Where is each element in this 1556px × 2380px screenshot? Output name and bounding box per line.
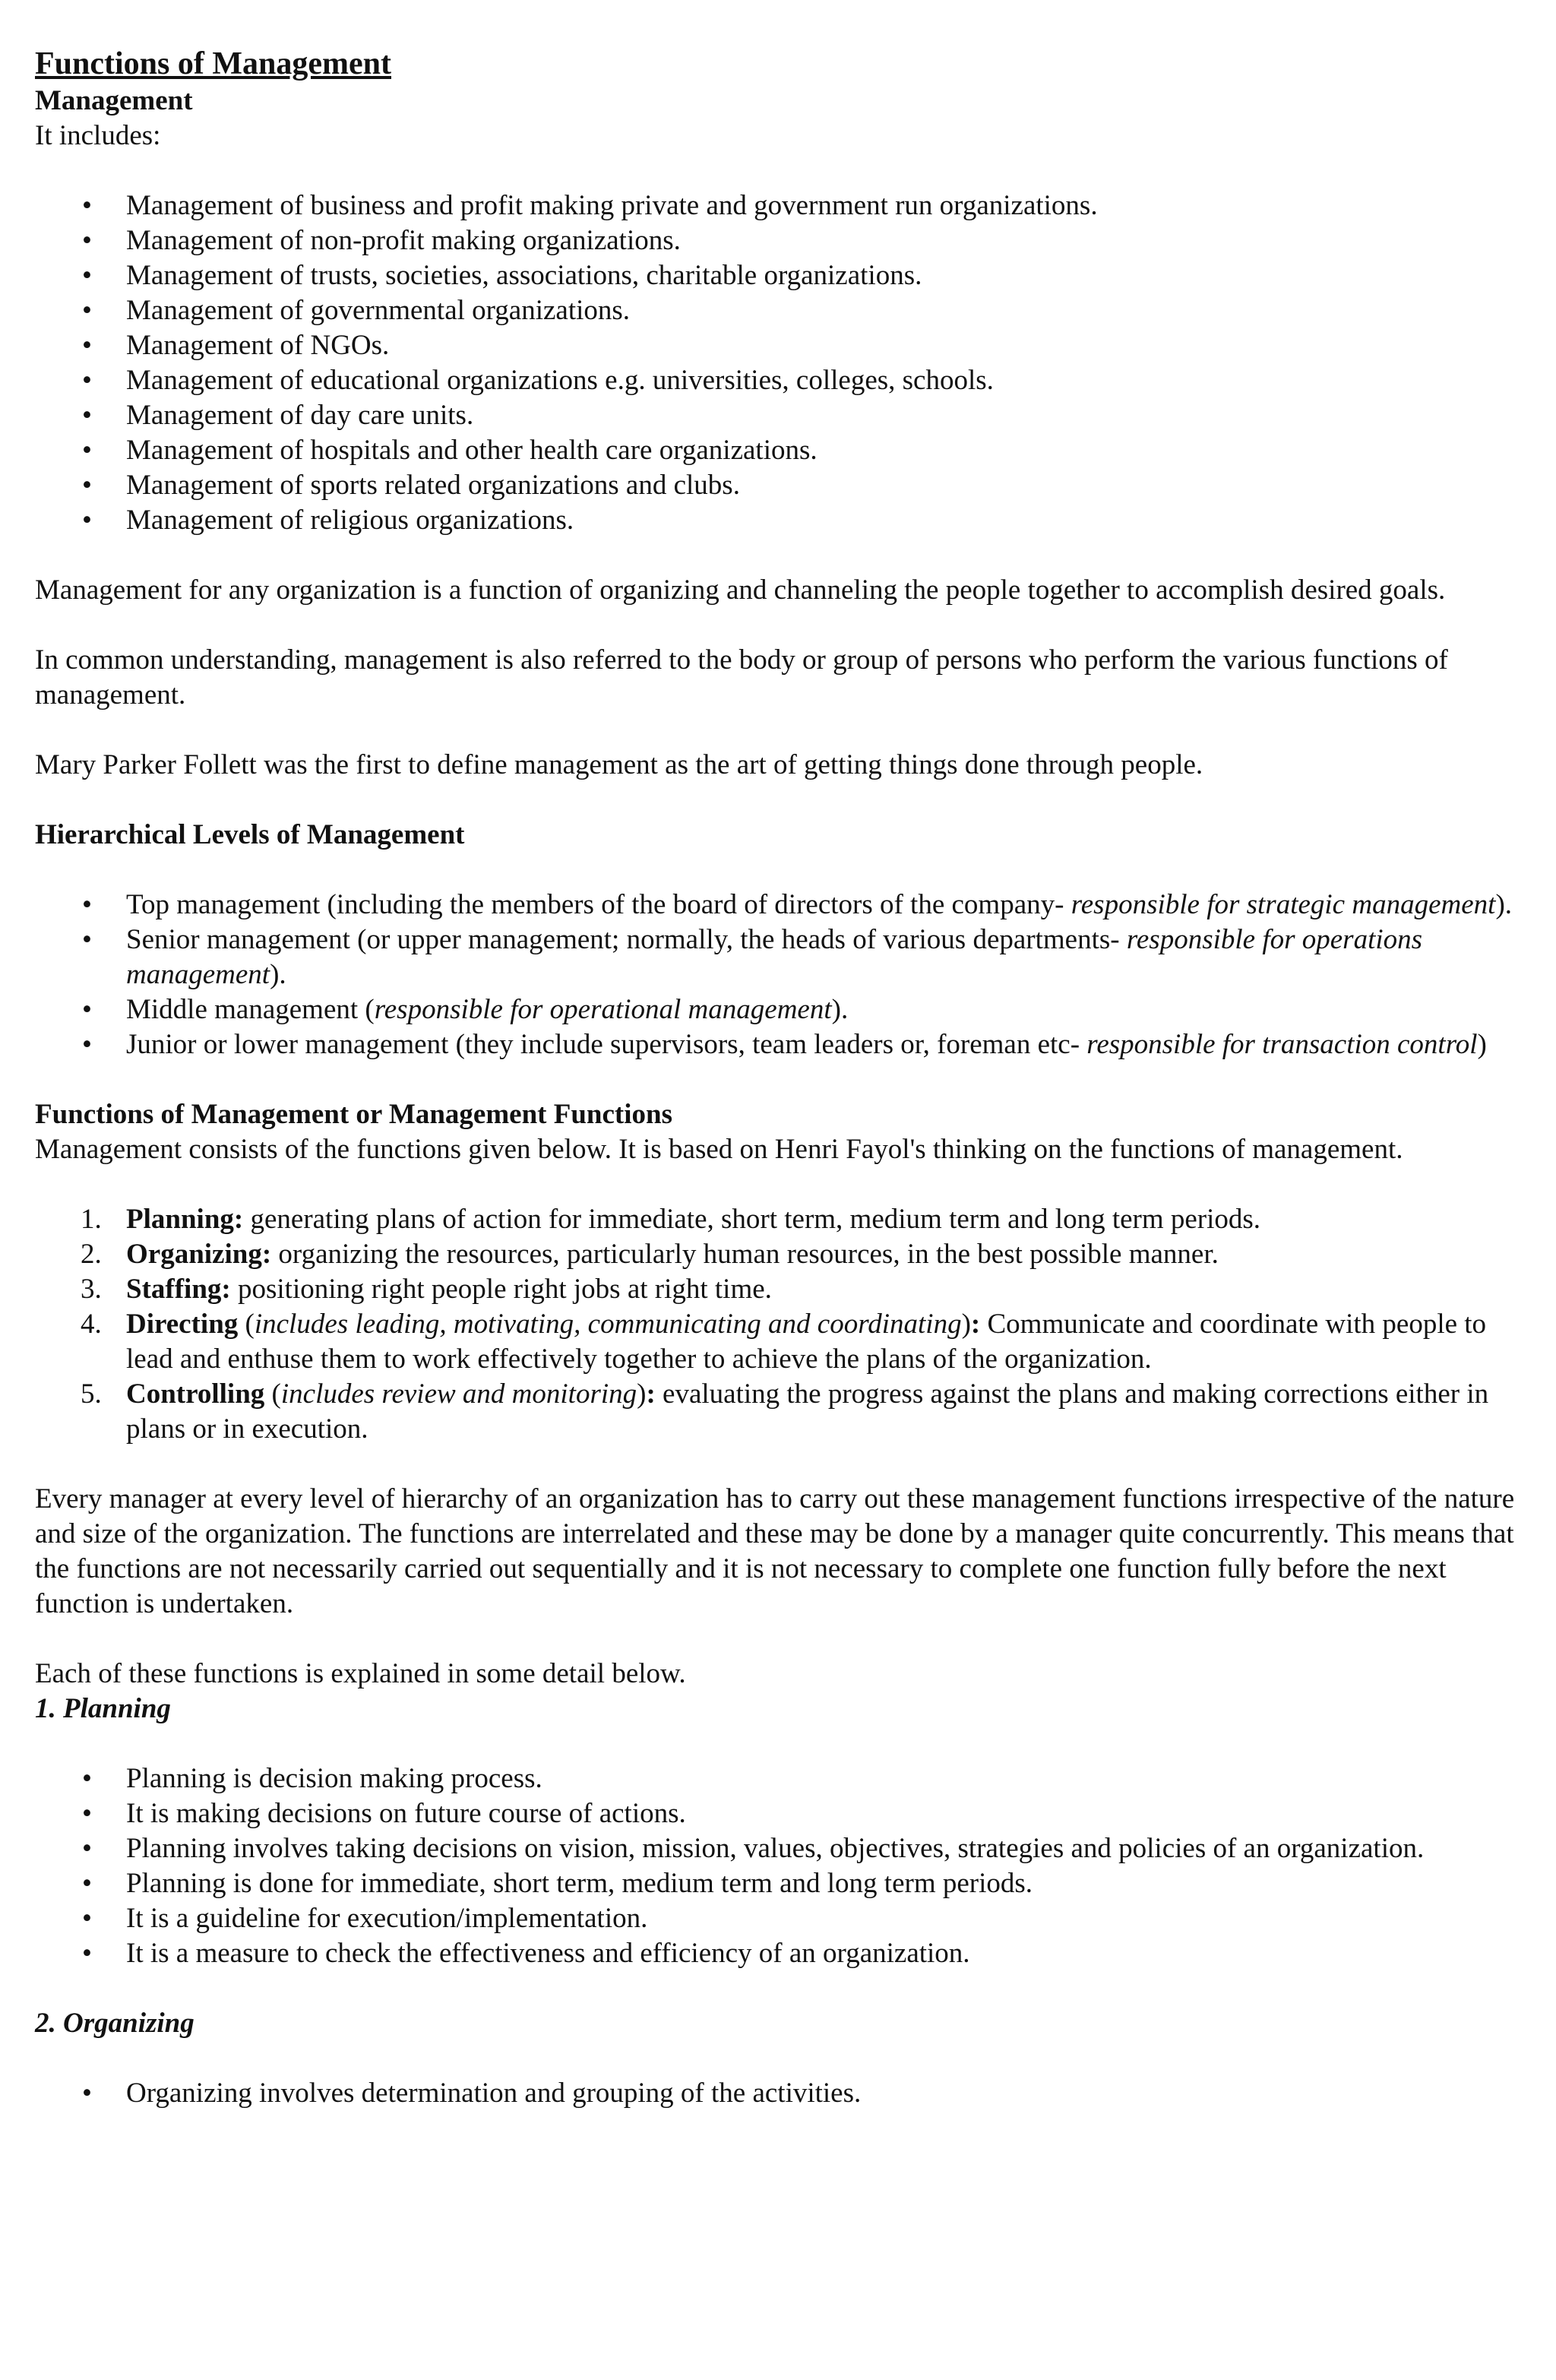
organizing-heading: 2. Organizing <box>35 2008 194 2039</box>
function-label: Organizing: <box>126 1239 272 1270</box>
paragraph-follett: Mary Parker Follett was the first to define management as the art of getting things done through people. <box>35 749 1203 780</box>
function-item <box>35 1202 1524 1237</box>
functions-list <box>35 1202 1524 1447</box>
document-page <box>35 44 1524 2111</box>
function-colon: : <box>970 1309 981 1340</box>
functions-heading: Functions of Management or Management Functions <box>35 1099 672 1130</box>
list-item <box>35 1027 1524 1062</box>
function-label: Staffing: <box>126 1274 231 1305</box>
function-text: positioning right people right jobs at right time. <box>230 1274 772 1305</box>
list-item: • Management of day care units. <box>35 398 1524 433</box>
list-item: • It is a measure to check the effectiveness and efficiency of an organization. <box>35 1936 1524 1971</box>
paragraph-every-manager: Every manager at every level of hierarchy of an organization has to carry out these management functions irrespective of the nature and size of the organization. The functions are interrelated and these may be done by a manager quite concurrently. This means that the functions are not necessarily carried out sequentially and it is not necessary to complete one function fully before the next function is undertaken. <box>35 1483 1515 1619</box>
list-item: • It is making decisions on future course of actions. <box>35 1796 1524 1831</box>
paragraph-function: Management for any organization is a function of organizing and channeling the people together to accomplish desired goals. <box>35 574 1446 606</box>
levels-list <box>35 888 1524 1062</box>
level-responsibility: responsible for operational management <box>374 994 832 1025</box>
list-item: • Management of trusts, societies, associations, charitable organizations. <box>35 258 1524 293</box>
list-item: • Management of hospitals and other health care organizations. <box>35 433 1524 468</box>
list-item: • Management of sports related organizations and clubs. <box>35 468 1524 503</box>
function-label: Directing <box>126 1309 239 1340</box>
list-item: • Management of business and profit making private and government run organizations. <box>35 188 1524 223</box>
management-heading: Management <box>35 85 193 116</box>
level-suffix: ). <box>831 994 849 1025</box>
function-paren-open: ( <box>238 1309 255 1340</box>
level-suffix: ) <box>1477 1029 1487 1060</box>
function-paren-close: ) <box>637 1378 647 1410</box>
list-item: • Planning involves taking decisions on vision, mission, values, objectives, strategies and policies of an organization. <box>35 1831 1524 1866</box>
page-title: Functions of Management <box>35 46 391 81</box>
function-item <box>35 1237 1524 1272</box>
paragraph-each: Each of these functions is explained in some detail below. <box>35 1658 686 1689</box>
function-paren-open: ( <box>264 1378 281 1410</box>
list-item <box>35 992 1524 1027</box>
list-item: • Management of religious organizations. <box>35 503 1524 538</box>
level-responsibility: responsible for transaction control <box>1086 1029 1478 1060</box>
list-item: • Management of non-profit making organizations. <box>35 223 1524 258</box>
level-text: Top management (including the members of the board of directors of the company- <box>126 889 1071 920</box>
level-text: Junior or lower management (they include supervisors, team leaders or, foreman etc- <box>126 1029 1087 1060</box>
function-label: Controlling <box>126 1378 265 1410</box>
function-text: organizing the resources, particularly human resources, in the best possible manner. <box>271 1239 1219 1270</box>
function-item <box>35 1272 1524 1307</box>
level-text: Senior management (or upper management; normally, the heads of various departments- <box>126 924 1127 955</box>
list-item: • Planning is done for immediate, short term, medium term and long term periods. <box>35 1866 1524 1901</box>
function-colon: : <box>646 1378 656 1410</box>
function-number: 4. <box>81 1309 102 1340</box>
level-suffix: ). <box>270 959 286 990</box>
function-includes: includes leading, motivating, communicating and coordinating <box>254 1309 962 1340</box>
function-label: Planning: <box>126 1204 244 1235</box>
list-item: • Management of educational organizations e.g. universities, colleges, schools. <box>35 363 1524 398</box>
function-text: Communicate and coordinate with people to lead and enthuse them to work effectively together to achieve the plans of the organization. <box>126 1309 1487 1375</box>
includes-list <box>35 188 1524 538</box>
function-number: 1. <box>81 1204 102 1235</box>
function-number: 2. <box>81 1239 102 1270</box>
planning-heading: 1. Planning <box>35 1693 171 1724</box>
function-number: 5. <box>81 1378 102 1410</box>
list-item: • Management of governmental organizations. <box>35 293 1524 328</box>
organizing-list <box>35 2076 1524 2111</box>
list-item: • It is a guideline for execution/implementation. <box>35 1901 1524 1936</box>
list-item <box>35 888 1524 923</box>
function-text: evaluating the progress against the plans and making corrections either in plans or in execution. <box>126 1378 1489 1445</box>
level-responsibility: responsible for strategic management <box>1071 889 1496 920</box>
function-text: generating plans of action for immediate, short term, medium term and long term periods. <box>243 1204 1261 1235</box>
levels-heading: Hierarchical Levels of Management <box>35 819 465 850</box>
list-item <box>35 923 1524 992</box>
level-responsibility: responsible for operations management <box>126 924 1423 990</box>
function-item <box>35 1307 1524 1377</box>
functions-intro: Management consists of the functions given below. It is based on Henri Fayol's thinking on the functions of management. <box>35 1134 1403 1165</box>
function-includes: includes review and monitoring <box>280 1378 637 1410</box>
function-paren-close: ) <box>961 1309 971 1340</box>
includes-text: It includes: <box>35 120 161 151</box>
list-item: • Management of NGOs. <box>35 328 1524 363</box>
paragraph-common: In common understanding, management is also referred to the body or group of persons who perform the various functions of management. <box>35 644 1448 711</box>
list-item: • Organizing involves determination and grouping of the activities. <box>35 2076 1524 2111</box>
function-number: 3. <box>81 1274 102 1305</box>
list-item: • Planning is decision making process. <box>35 1761 1524 1796</box>
function-item <box>35 1377 1524 1447</box>
level-suffix: ). <box>1495 889 1513 920</box>
planning-list <box>35 1761 1524 1971</box>
level-text: Middle management ( <box>126 994 375 1025</box>
